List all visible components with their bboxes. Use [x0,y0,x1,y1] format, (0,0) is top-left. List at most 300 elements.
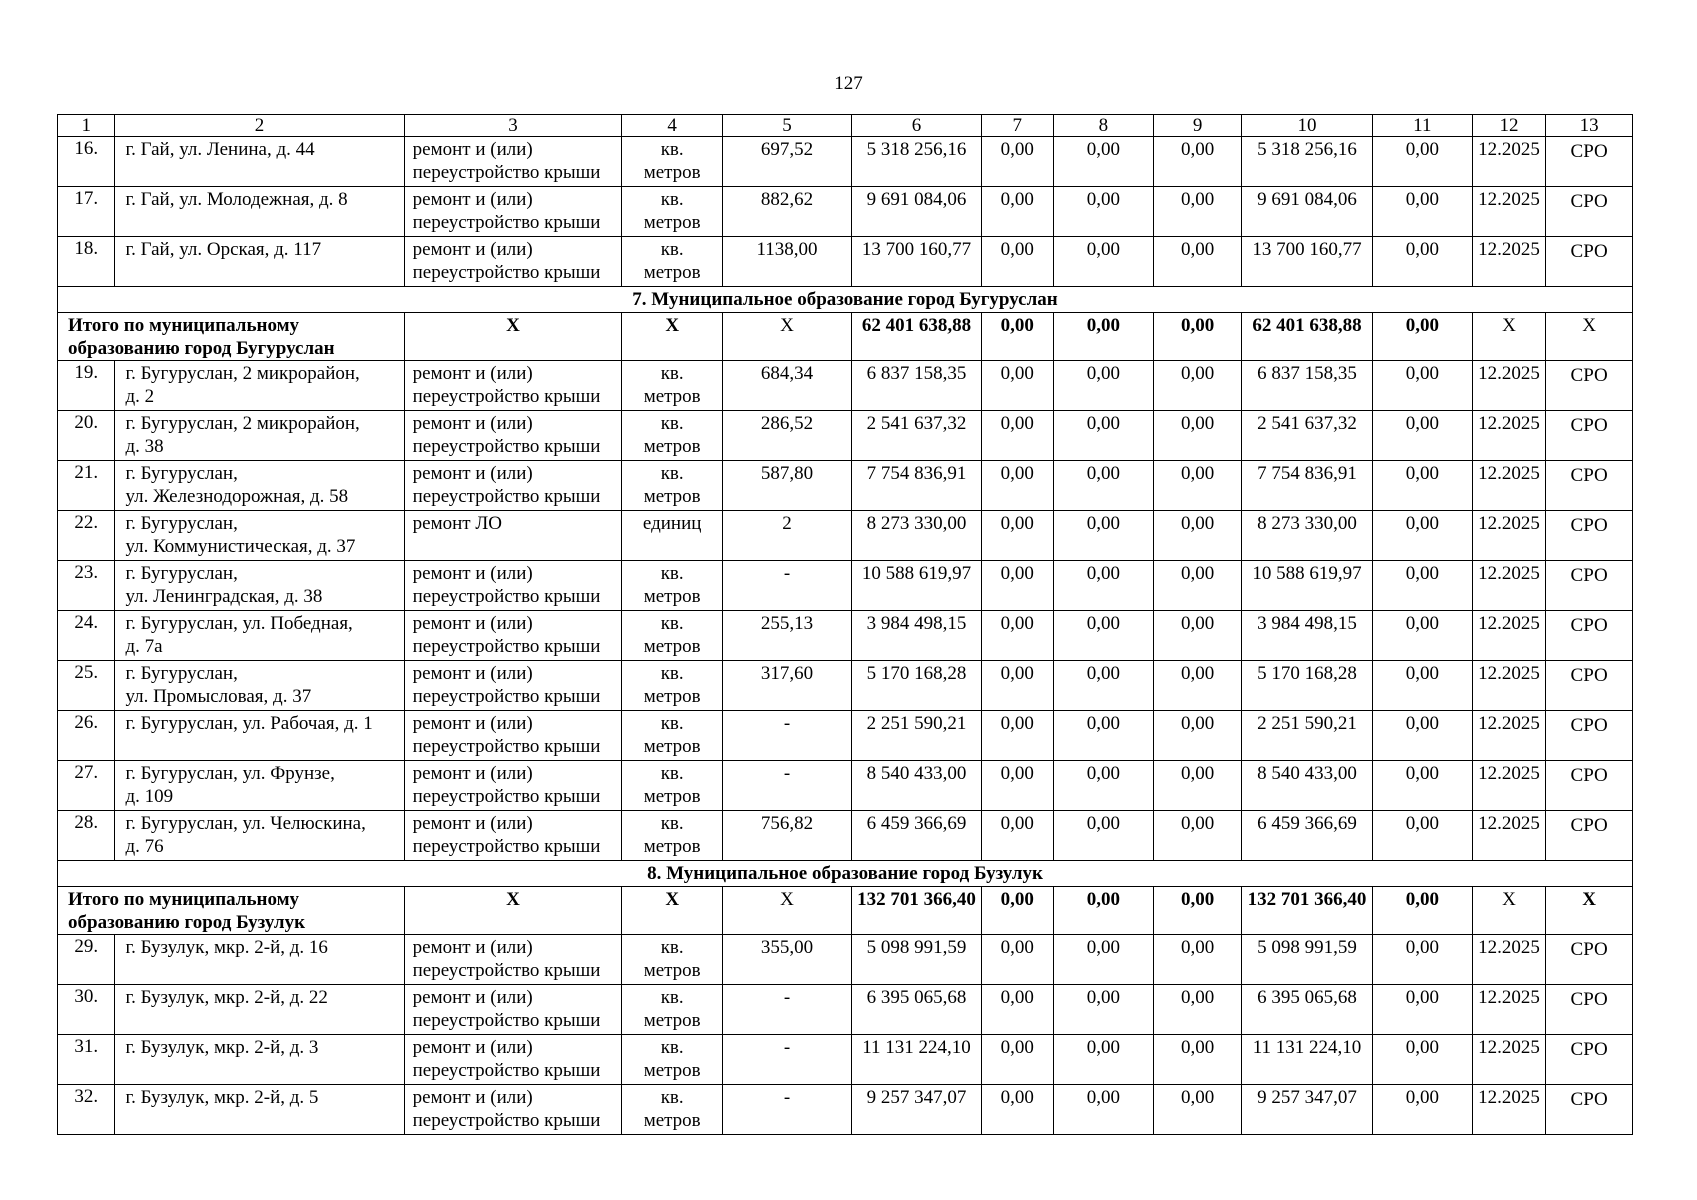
value-c6-text: 6 837 158,35 [866,363,967,384]
unit-cell-text: кв. [660,413,684,434]
work-type-cell [404,761,622,811]
value-c8-text: 0,00 [1086,763,1121,784]
work-type-cell-text: ремонт и (или) [412,1037,533,1058]
value-c7 [982,561,1054,611]
value-c5 [723,1035,852,1085]
value-c12 [1472,661,1546,711]
value-c12-text: 12.2025 [1478,189,1540,210]
value-c7-text: 0,00 [1000,139,1034,160]
address-cell [115,811,404,861]
row-number-text: 23. [74,562,99,583]
total-c10 [1241,313,1372,361]
section-heading-text: 8. Муниципальное образование город Бузулук [647,862,1043,884]
value-c9-text: 0,00 [1181,613,1215,634]
total-c11 [1372,313,1472,361]
table-row [58,137,1633,187]
executor-cell-text: СРО [1570,465,1608,486]
table-row [58,935,1633,985]
executor-cell [1546,1035,1633,1085]
value-c7 [982,985,1054,1035]
value-c9 [1154,237,1242,287]
value-c10-text: 5 098 991,59 [1257,937,1357,958]
row-number [58,1085,115,1135]
value-c7-text: 0,00 [1000,613,1034,634]
value-c9 [1154,935,1242,985]
total-c7-text: 0,00 [1000,889,1034,910]
value-c11-text: 0,00 [1405,139,1439,160]
value-c5 [723,237,852,287]
total-c5-text: X [780,315,794,336]
value-c7-text: 0,00 [1000,563,1034,584]
address-cell [115,187,404,237]
header-cell-text: 7 [1012,114,1023,136]
header-cell [1154,115,1242,137]
value-c5-text: - [783,763,791,784]
work-type-cell [404,561,622,611]
executor-cell [1546,611,1633,661]
unit-cell-text: кв. [660,1087,684,1108]
value-c5 [723,761,852,811]
executor-cell-text: СРО [1570,141,1608,162]
value-c8 [1053,661,1154,711]
address-cell-text: д. 76 [125,836,164,857]
value-c5-text: 882,62 [760,189,814,210]
value-c9 [1154,137,1242,187]
address-cell-text: г. Бузулук, мкр. 2-й, д. 16 [125,937,328,958]
value-c12 [1472,511,1546,561]
row-number [58,361,115,411]
total-c8-text: 0,00 [1086,315,1121,336]
header-cell-text: 4 [667,114,677,136]
value-c11-text: 0,00 [1405,563,1439,584]
value-c12-text: 12.2025 [1478,813,1540,834]
work-type-cell [404,187,622,237]
unit-cell [622,611,723,661]
value-c11-text: 0,00 [1405,763,1439,784]
unit-cell-text: метров [643,1060,701,1081]
work-type-cell-text: переустройство крыши [412,486,601,507]
header-cell [1053,115,1154,137]
address-cell-text: д. 38 [125,436,164,457]
executor-cell [1546,187,1633,237]
value-c11 [1372,661,1472,711]
executor-cell [1546,461,1633,511]
value-c8 [1053,411,1154,461]
value-c12-text: 12.2025 [1478,613,1540,634]
unit-cell [622,237,723,287]
address-cell-text: г. Бугуруслан, ул. Победная, [125,613,353,634]
row-number-text: 25. [74,662,99,683]
value-c8-text: 0,00 [1086,563,1121,584]
value-c10 [1241,137,1372,187]
value-c7 [982,361,1054,411]
row-number [58,661,115,711]
value-c12-text: 12.2025 [1478,413,1540,434]
value-c5-text: 317,60 [760,663,814,684]
value-c10 [1241,237,1372,287]
value-c12 [1472,935,1546,985]
value-c5 [723,985,852,1035]
value-c7 [982,137,1054,187]
value-c8 [1053,935,1154,985]
executor-cell [1546,361,1633,411]
work-type-cell-text: переустройство крыши [412,1060,601,1081]
value-c9-text: 0,00 [1181,937,1215,958]
value-c12-text: 12.2025 [1478,563,1540,584]
value-c8-text: 0,00 [1086,1037,1121,1058]
unit-cell-text: метров [643,686,701,707]
value-c7-text: 0,00 [1000,463,1034,484]
row-number-text: 22. [74,512,99,533]
value-c6 [852,561,982,611]
table-row [58,611,1633,661]
value-c10 [1241,811,1372,861]
value-c8-text: 0,00 [1086,513,1121,534]
value-c7-text: 0,00 [1000,189,1034,210]
work-type-cell-text: ремонт и (или) [412,139,533,160]
value-c7-text: 0,00 [1000,937,1034,958]
value-c10 [1241,711,1372,761]
value-c8-text: 0,00 [1086,239,1121,260]
address-cell-text: д. 2 [125,386,155,407]
work-type-cell-text: ремонт и (или) [412,813,533,834]
value-c11 [1372,361,1472,411]
row-number [58,461,115,511]
column-number-header [58,115,1633,137]
total-c7 [982,313,1054,361]
value-c12-text: 12.2025 [1478,987,1540,1008]
table-row [58,1035,1633,1085]
value-c9-text: 0,00 [1181,563,1215,584]
executor-cell-text: СРО [1570,241,1608,262]
work-type-cell-text: ремонт и (или) [412,1087,533,1108]
value-c11-text: 0,00 [1405,1037,1439,1058]
value-c8-text: 0,00 [1086,613,1121,634]
row-number-text: 26. [74,712,99,733]
address-cell [115,711,404,761]
work-type-cell [404,661,622,711]
row-number [58,411,115,461]
value-c12-text: 12.2025 [1478,239,1540,260]
work-type-cell-text: переустройство крыши [412,1110,601,1131]
value-c8 [1053,761,1154,811]
value-c6 [852,661,982,711]
value-c6-text: 6 395 065,68 [866,987,967,1008]
total-c10-text: 132 701 366,40 [1247,889,1367,910]
unit-cell-text: кв. [660,239,684,260]
section-heading [58,287,1633,313]
address-cell [115,1085,404,1135]
unit-cell [622,811,723,861]
value-c10 [1241,611,1372,661]
value-c10-text: 9 257 347,07 [1257,1087,1357,1108]
executor-cell-text: СРО [1570,615,1608,636]
work-type-cell [404,137,622,187]
work-plan-table [57,114,1633,1135]
value-c7-text: 0,00 [1000,987,1034,1008]
value-c7 [982,611,1054,661]
table-row [58,811,1633,861]
value-c11-text: 0,00 [1405,937,1439,958]
value-c7-text: 0,00 [1000,813,1034,834]
value-c9 [1154,711,1242,761]
value-c10-text: 7 754 836,91 [1257,463,1357,484]
row-number [58,187,115,237]
value-c5-text: 355,00 [760,937,814,958]
executor-cell-text: СРО [1570,939,1608,960]
address-cell-text: г. Бугуруслан, ул. Рабочая, д. 1 [125,713,373,734]
value-c12 [1472,361,1546,411]
value-c5 [723,611,852,661]
value-c8 [1053,361,1154,411]
value-c6 [852,935,982,985]
unit-cell-text: метров [643,960,701,981]
total-label-text: образованию город Бузулук [68,912,306,933]
unit-cell [622,411,723,461]
value-c8-text: 0,00 [1086,987,1121,1008]
value-c12 [1472,711,1546,761]
executor-cell [1546,761,1633,811]
value-c12 [1472,137,1546,187]
header-cell [982,115,1054,137]
header-cell [1241,115,1372,137]
executor-cell [1546,811,1633,861]
value-c11-text: 0,00 [1405,663,1439,684]
unit-cell [622,1035,723,1085]
value-c8-text: 0,00 [1086,663,1121,684]
total-label [58,313,405,361]
value-c5 [723,187,852,237]
value-c7-text: 0,00 [1000,663,1034,684]
unit-cell-text: кв. [660,987,684,1008]
executor-cell-text: СРО [1570,715,1608,736]
value-c10-text: 8 540 433,00 [1257,763,1357,784]
value-c7-text: 0,00 [1000,1037,1034,1058]
value-c10 [1241,187,1372,237]
value-c7-text: 0,00 [1000,413,1034,434]
value-c12-text: 12.2025 [1478,937,1540,958]
total-c3 [404,887,622,935]
value-c10 [1241,561,1372,611]
work-type-cell [404,811,622,861]
value-c11-text: 0,00 [1405,189,1439,210]
work-type-cell-text: переустройство крыши [412,162,601,183]
value-c12-text: 12.2025 [1478,139,1540,160]
unit-cell [622,761,723,811]
value-c5-text: - [783,713,791,734]
value-c11 [1372,761,1472,811]
row-number-text: 21. [74,462,99,483]
value-c8-text: 0,00 [1086,363,1121,384]
value-c8-text: 0,00 [1086,189,1121,210]
header-cell [622,115,723,137]
value-c5 [723,411,852,461]
value-c11-text: 0,00 [1405,1087,1439,1108]
row-number-text: 18. [74,238,99,259]
unit-cell-text: кв. [660,189,684,210]
value-c12-text: 12.2025 [1478,463,1540,484]
total-c3-text: X [506,315,520,336]
value-c6 [852,1035,982,1085]
row-number-text: 19. [74,362,99,383]
value-c7 [982,461,1054,511]
unit-cell-text: единиц [642,513,702,534]
value-c7 [982,511,1054,561]
value-c12 [1472,461,1546,511]
value-c12 [1472,411,1546,461]
value-c6-text: 5 318 256,16 [866,139,967,160]
value-c10 [1241,411,1372,461]
row-number [58,561,115,611]
value-c6-text: 2 251 590,21 [866,713,967,734]
total-c10 [1241,887,1372,935]
row-number [58,237,115,287]
section-heading-row [58,861,1633,887]
header-cell-text: 10 [1297,114,1317,136]
value-c9-text: 0,00 [1181,1037,1215,1058]
work-type-cell-text: ремонт и (или) [412,613,533,634]
value-c5 [723,137,852,187]
header-cell-text: 2 [254,114,265,136]
value-c10-text: 11 131 224,10 [1252,1037,1362,1058]
value-c5-text: - [783,1087,791,1108]
table-row [58,711,1633,761]
table-row [58,561,1633,611]
value-c8-text: 0,00 [1086,139,1121,160]
value-c7 [982,761,1054,811]
executor-cell-text: СРО [1570,515,1608,536]
work-type-cell [404,1085,622,1135]
value-c7 [982,811,1054,861]
value-c9 [1154,611,1242,661]
value-c11 [1372,237,1472,287]
total-c6-text: 132 701 366,40 [857,889,976,910]
value-c9-text: 0,00 [1181,513,1215,534]
row-number-text: 16. [74,138,99,159]
address-cell [115,461,404,511]
value-c7 [982,411,1054,461]
value-c7-text: 0,00 [1000,513,1034,534]
address-cell-text: ул. Промысловая, д. 37 [125,686,312,707]
value-c10-text: 6 395 065,68 [1257,987,1357,1008]
value-c6 [852,361,982,411]
value-c8 [1053,811,1154,861]
value-c11 [1372,1085,1472,1135]
value-c6-text: 10 588 619,97 [861,563,972,584]
value-c5 [723,561,852,611]
unit-cell-text: метров [643,636,701,657]
value-c5-text: 697,52 [760,139,814,160]
work-type-cell-text: переустройство крыши [412,636,601,657]
address-cell [115,761,404,811]
value-c10-text: 9 691 084,06 [1257,189,1357,210]
row-number-text: 28. [74,812,99,833]
address-cell-text: г. Гай, ул. Ленина, д. 44 [125,139,315,160]
value-c12 [1472,611,1546,661]
table-row [58,1085,1633,1135]
unit-cell [622,935,723,985]
value-c7 [982,711,1054,761]
address-cell [115,137,404,187]
value-c6-text: 2 541 637,32 [866,413,967,434]
work-type-cell-text: ремонт ЛО [412,513,502,534]
value-c7 [982,935,1054,985]
address-cell [115,1035,404,1085]
work-type-cell-text: ремонт и (или) [412,413,533,434]
value-c10-text: 5 170 168,28 [1257,663,1357,684]
unit-cell [622,137,723,187]
executor-cell-text: СРО [1570,989,1608,1010]
value-c12-text: 12.2025 [1478,713,1540,734]
value-c9-text: 0,00 [1181,139,1215,160]
value-c7-text: 0,00 [1000,763,1034,784]
work-type-cell-text: ремонт и (или) [412,763,533,784]
value-c5-text: 756,82 [760,813,814,834]
value-c11 [1372,561,1472,611]
value-c12-text: 12.2025 [1478,763,1540,784]
total-c12 [1472,313,1546,361]
executor-cell [1546,137,1633,187]
address-cell-text: г. Бугуруслан, 2 микрорайон, [125,413,360,434]
row-number [58,137,115,187]
value-c10-text: 10 588 619,97 [1252,563,1362,584]
value-c10-text: 13 700 160,77 [1252,239,1362,260]
total-c3 [404,313,622,361]
value-c9 [1154,1035,1242,1085]
value-c9 [1154,761,1242,811]
work-type-cell [404,511,622,561]
executor-cell [1546,661,1633,711]
address-cell-text: г. Бугуруслан, [125,513,238,534]
total-row [58,887,1633,935]
value-c5-text: - [783,563,791,584]
value-c11-text: 0,00 [1405,987,1439,1008]
unit-cell-text: метров [643,486,701,507]
total-c6-text: 62 401 638,88 [861,315,972,336]
total-label [58,887,405,935]
value-c11 [1372,711,1472,761]
value-c8 [1053,187,1154,237]
address-cell [115,237,404,287]
row-number-text: 29. [74,936,99,957]
address-cell-text: г. Бузулук, мкр. 2-й, д. 22 [125,987,328,1008]
address-cell [115,935,404,985]
work-type-cell [404,411,622,461]
work-type-cell [404,711,622,761]
value-c6 [852,985,982,1035]
unit-cell-text: кв. [660,937,684,958]
total-c6 [852,887,982,935]
total-c13-text: X [1582,889,1596,910]
value-c10 [1241,361,1372,411]
address-cell [115,611,404,661]
value-c12 [1472,1035,1546,1085]
work-type-cell-text: ремонт и (или) [412,663,533,684]
table-body [58,115,1633,1135]
value-c10 [1241,1035,1372,1085]
value-c11 [1372,461,1472,511]
value-c8-text: 0,00 [1086,813,1121,834]
address-cell-text: г. Бугуруслан, ул. Челюскина, [125,813,366,834]
total-c6 [852,313,982,361]
unit-cell [622,985,723,1035]
header-cell-text: 8 [1098,114,1109,136]
unit-cell-text: метров [643,1110,701,1131]
total-c12-text: X [1502,315,1516,336]
header-cell [58,115,115,137]
unit-cell-text: кв. [660,1037,684,1058]
value-c6-text: 7 754 836,91 [866,463,967,484]
